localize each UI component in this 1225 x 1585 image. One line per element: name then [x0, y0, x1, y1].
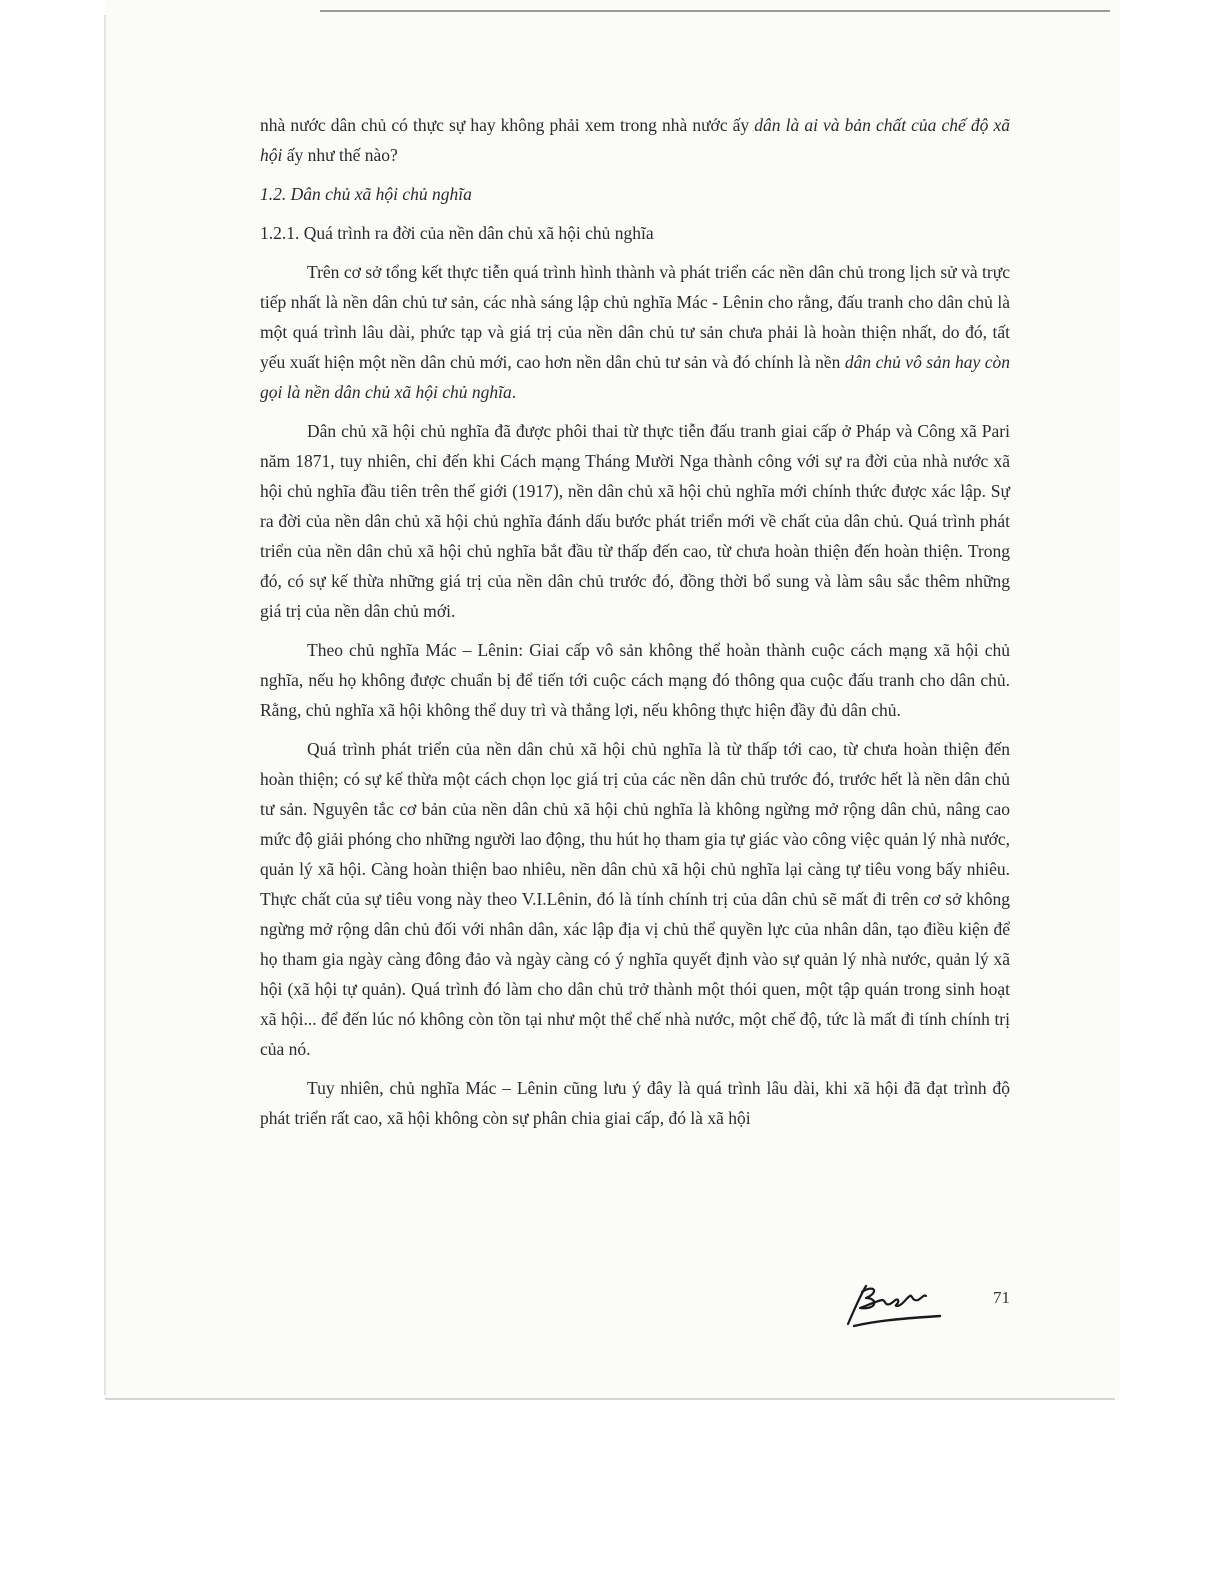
paragraph: Quá trình phát triển của nền dân chủ xã hội chủ nghĩa là từ thấp tới cao, từ chưa hoàn thiện đến hoàn thiện; có sự kế thừa một cách chọn lọc giá trị của các nền dân chủ trước đó, trước hết là nền dân chủ tư sản. Nguyên tắc cơ bản của nền dân chủ xã hội chủ nghĩa là không ngừng mở rộng dân chủ, nâng cao mức độ giải phóng cho những người lao động, thu hút họ tham gia tự giác vào công việc quản lý nhà nước, quản lý xã hội. Càng hoàn thiện bao nhiêu, nền dân chủ xã hội chủ nghĩa lại càng tự tiêu vong bấy nhiêu. Thực chất của sự tiêu vong này theo V.I.Lênin, đó là tính chính trị của dân chủ sẽ mất đi trên cơ sở không ngừng mở rộng dân chủ đối với nhân dân, xác lập địa vị chủ thể quyền lực của nhân dân, tạo điều kiện để họ tham gia ngày càng đông đảo và ngày càng có ý nghĩa quyết định vào sự quản lý nhà nước, quản lý xã hội (xã hội tự quản). Quá trình đó làm cho dân chủ trở thành một thói quen, một tập quán trong sinh hoạt xã hội... để đến lúc nó không còn tồn tại như một thể chế nhà nước, một chế độ, tức là mất đi tính chính trị của nó. — [260, 739, 1010, 1059]
paragraph: Tuy nhiên, chủ nghĩa Mác – Lênin cũng lưu ý đây là quá trình lâu dài, khi xã hội đã đạt trình độ phát triển rất cao, xã hội không còn sự phân chia giai cấp, đó là xã hội — [260, 1078, 1010, 1128]
text-run: . — [511, 382, 517, 402]
page-body — [260, 110, 1010, 1133]
handwritten-signature — [840, 1276, 950, 1336]
page-top-edge — [320, 10, 1110, 12]
paragraph: Dân chủ xã hội chủ nghĩa đã được phôi thai từ thực tiễn đấu tranh giai cấp ở Pháp và Công xã Pari năm 1871, tuy nhiên, chỉ đến khi Cách mạng Tháng Mười Nga thành công với sự ra đời của nhà nước xã hội chủ nghĩa đầu tiên trên thế giới (1917), nền dân chủ xã hội chủ nghĩa mới chính thức được xác lập. Sự ra đời của nền dân chủ xã hội chủ nghĩa đánh dấu bước phát triển mới về chất của dân chủ. Quá trình phát triển của nền dân chủ xã hội chủ nghĩa bắt đầu từ thấp đến cao, từ chưa hoàn thiện đến hoàn thiện. Trong đó, có sự kế thừa những giá trị của nền dân chủ trước đó, đồng thời bổ sung và làm sâu sắc thêm những giá trị của nền dân chủ mới. — [260, 421, 1010, 621]
page-left-edge — [104, 15, 106, 1395]
subsection-heading: 1.2.1. Quá trình ra đời của nền dân chủ xã hội chủ nghĩa — [260, 223, 654, 243]
emphasis-text: dân là ai và bản chất của chế độ xã hội — [260, 115, 1010, 165]
page-number: 71 — [993, 1288, 1010, 1307]
text-run: ấy như thế nào? — [282, 145, 398, 165]
section-heading — [260, 179, 1010, 209]
section-heading-text: 1.2. Dân chủ xã hội chủ nghĩa — [260, 184, 472, 204]
text-run: Trên cơ sở tổng kết thực tiễn quá trình hình thành và phát triển các nền dân chủ trong lịch sử và trực tiếp nhất là nền dân chủ tư sản, các nhà sáng lập chủ nghĩa Mác - Lênin cho rằng, đấu tranh cho dân chủ là một quá trình lâu dài, phức tạp và giá trị của nền dân chủ tư sản chưa phải là hoàn thiện nhất, do đó, tất yếu xuất hiện một nền dân chủ mới, cao hơn nền dân chủ tư sản và đó chính là nền — [260, 262, 1010, 372]
paragraph-continuation — [260, 110, 1010, 170]
paragraph: Theo chủ nghĩa Mác – Lênin: Giai cấp vô sản không thể hoàn thành cuộc cách mạng xã hội chủ nghĩa, nếu họ không được chuẩn bị để tiến tới cuộc cách mạng đó thông qua cuộc đấu tranh cho dân chủ. Rằng, chủ nghĩa xã hội không thể duy trì và thắng lợi, nếu không thực hiện đầy đủ dân chủ. — [260, 640, 1010, 720]
paragraph — [260, 257, 1010, 407]
page-bottom-edge — [105, 1398, 1115, 1400]
emphasis-text: dân chủ vô sản hay còn gọi là nền dân chủ xã hội chủ nghĩa — [260, 352, 1010, 402]
text-run: nhà nước dân chủ có thực sự hay không phải xem trong nhà nước ấy — [260, 115, 755, 135]
